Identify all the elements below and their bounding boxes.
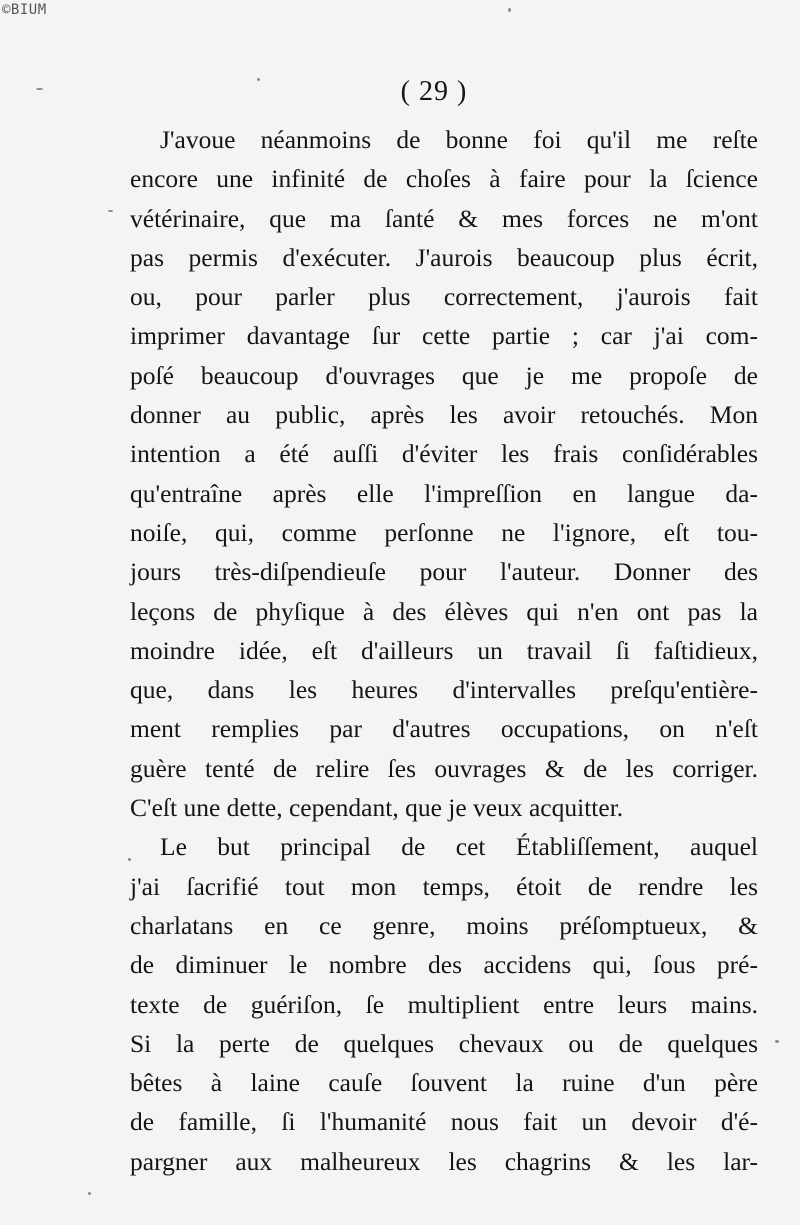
text-line: charlatans en ce genre, moins préſomptueux, & — [130, 910, 758, 940]
text-line: noiſe, qui, comme perſonne ne l'ignore, eſt tou- — [130, 517, 758, 547]
text-line: guère tenté de relire ſes ouvrages & de les corriger. — [130, 753, 758, 783]
body-text — [130, 120, 758, 1181]
text-line: Le but principal de cet Établiſſement, auquel — [160, 832, 758, 862]
text-line: vétérinaire, que ma ſanté & mes forces ne m'ont — [130, 203, 758, 233]
text-line: C'eſt une dette, cependant, que je veux acquitter. — [130, 793, 624, 823]
text-line: poſé beaucoup d'ouvrages que je me propoſe de — [130, 360, 758, 390]
paper-speck — [36, 88, 43, 90]
text-line: J'avoue néanmoins de bonne foi qu'il me reſte — [160, 125, 758, 154]
text-line: j'ai ſacrifié tout mon temps, étoit de rendre les — [130, 871, 758, 901]
paper-speck — [257, 78, 260, 81]
text-line: Si la perte de quelques chevaux ou de quelques — [130, 1028, 758, 1058]
paper-speck — [108, 210, 113, 212]
text-line: moindre idée, eſt d'ailleurs un travail ſi faſtidieux, — [130, 635, 758, 665]
paper-speck — [128, 858, 131, 861]
text-line: ment remplies par d'autres occupations, on n'eſt — [130, 714, 758, 744]
text-line: donner au public, après les avoir retouchés. Mon — [130, 400, 758, 430]
watermark: ©BIUM — [2, 2, 47, 18]
page-number: ( 29 ) — [400, 76, 468, 107]
paper-speck — [775, 1040, 779, 1043]
text-line: ou, pour parler plus correctement, j'aurois fait — [130, 282, 758, 312]
text-line: intention a été auſſi d'éviter les frais conſidérables — [130, 439, 758, 469]
text-line: que, dans les heures d'intervalles preſqu'entière- — [130, 675, 758, 705]
text-line: de famille, ſi l'humanité nous fait un devoir d'é- — [130, 1107, 758, 1137]
text-line: encore une infinité de choſes à faire pour la ſcience — [130, 164, 758, 194]
text-line: imprimer davantage ſur cette partie ; car j'ai com- — [130, 321, 758, 351]
text-line: de diminuer le nombre des accidens qui, ſous pré- — [130, 950, 758, 980]
text-line: leçons de phyſique à des élèves qui n'en ont pas la — [130, 596, 758, 626]
text-line: pas permis d'exécuter. J'aurois beaucoup plus écrit, — [130, 242, 758, 272]
text-line: pargner aux malheureux les chagrins & les lar- — [130, 1146, 758, 1176]
text-line: bêtes à laine cauſe ſouvent la ruine d'un père — [130, 1068, 758, 1098]
text-line: jours très-diſpendieuſe pour l'auteur. Donner des — [130, 557, 758, 587]
paper-speck — [508, 8, 511, 12]
paper-speck — [88, 1192, 91, 1195]
text-line: qu'entraîne après elle l'impreſſion en langue da- — [130, 478, 758, 508]
text-line: texte de guériſon, ſe multiplient entre leurs mains. — [130, 989, 758, 1019]
